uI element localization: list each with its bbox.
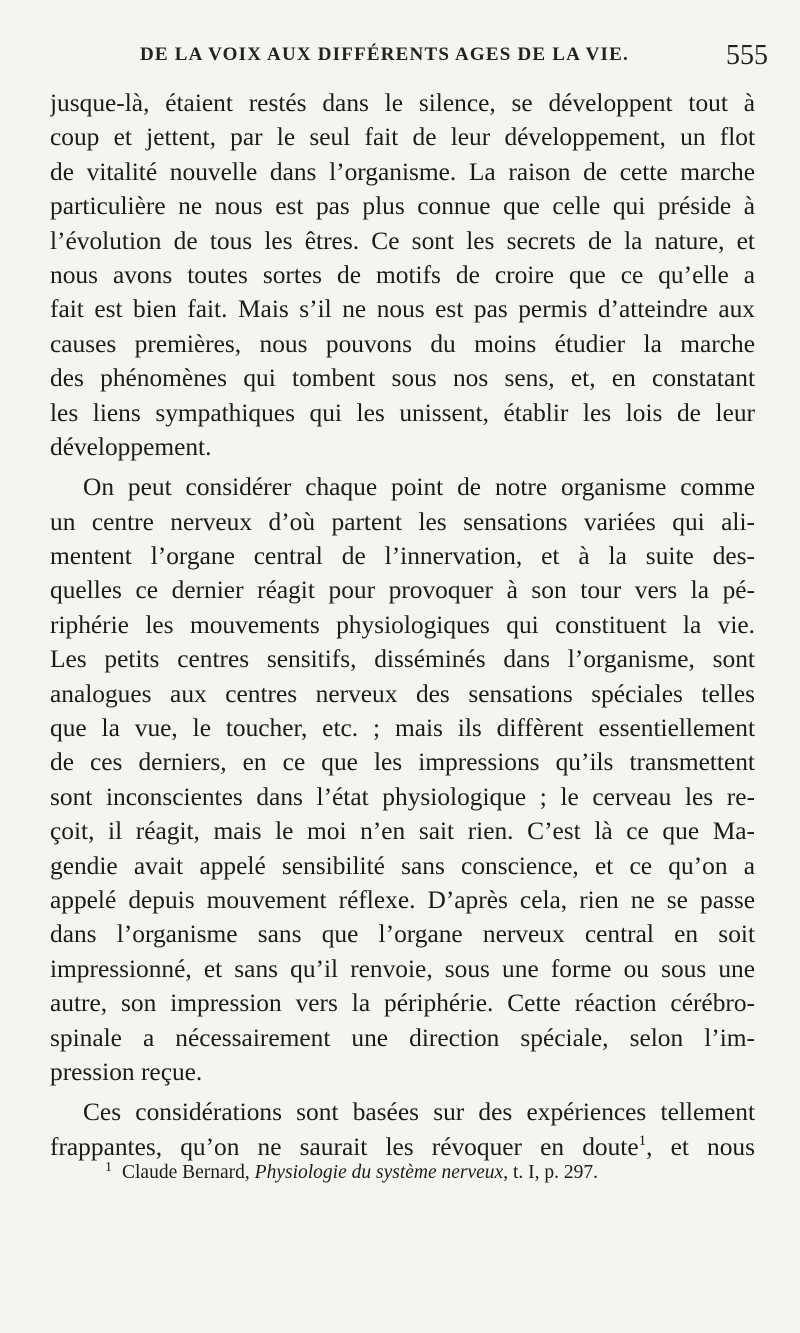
text-line: appelé depuis mouvement réflexe. D’après cela, rien ne se passe bbox=[50, 885, 755, 914]
text-line: autre, son impression vers la périphérie. Cette réaction cérébro- bbox=[50, 989, 755, 1018]
text-line: de vitalité nouvelle dans l’organisme. La raison de cette marche bbox=[50, 157, 755, 186]
text-line: dans l’organisme sans que l’organe nerveux central en soit bbox=[50, 920, 755, 949]
footnote-author: Claude Bernard, bbox=[122, 1162, 255, 1183]
running-title: DE LA VOIX AUX DIFFÉRENTS AGES DE LA VIE. bbox=[140, 44, 629, 65]
text-line: l’évolution de tous les êtres. Ce sont les secrets de la nature, et bbox=[50, 226, 755, 255]
text-line: les liens sympathiques qui les unissent, établir les lois de leur bbox=[50, 398, 755, 427]
footnote bbox=[105, 1155, 745, 1186]
text-line: causes premières, nous pouvons du moins étudier la marche bbox=[50, 329, 755, 358]
text-line: On peut considérer chaque point de notre organisme comme bbox=[83, 473, 755, 502]
text-line: un centre nerveux d’où partent les sensations variées qui ali- bbox=[50, 507, 755, 536]
footnote-details: , t. I, p. 297. bbox=[503, 1162, 599, 1183]
body-text bbox=[50, 86, 755, 1164]
text-line: Les petits centres sensitifs, disséminés dans l’organisme, sont bbox=[50, 645, 755, 674]
text-line: pression reçue. bbox=[50, 1057, 203, 1086]
text-line: que la vue, le toucher, etc. ; mais ils diffèrent essentiellement bbox=[50, 714, 755, 743]
paragraph-1 bbox=[50, 86, 755, 464]
footnote-number: 1 bbox=[105, 1160, 112, 1175]
text-line: impressionné, et sans qu’il renvoie, sous une forme ou sous une bbox=[50, 954, 755, 983]
text-line: nous avons toutes sortes de motifs de croire que ce qu’elle a bbox=[50, 260, 755, 289]
footnote-work-title: Physiologie du système nerveux bbox=[254, 1162, 504, 1183]
text-line: jusque-là, étaient restés dans le silence, se développent tout à bbox=[50, 89, 755, 117]
text-line: fait est bien fait. Mais s’il ne nous est pas permis d’atteindre aux bbox=[50, 295, 755, 324]
text-line: analogues aux centres nerveux des sensations spéciales telles bbox=[50, 679, 755, 708]
text-line: de ces derniers, en ce que les impressions qu’ils transmettent bbox=[50, 748, 755, 777]
running-head bbox=[60, 40, 780, 74]
text-line: quelles ce dernier réagit pour provoquer à son tour vers la pé- bbox=[50, 576, 755, 605]
text-line: Ces considérations sont basées sur des expériences tellement bbox=[83, 1098, 755, 1127]
text-line: des phénomènes qui tombent sous nos sens, et, en constatant bbox=[50, 364, 755, 393]
text-line: développement. bbox=[50, 432, 212, 461]
text-line: particulière ne nous est pas plus connue que celle qui préside à bbox=[50, 192, 755, 221]
text-line: riphérie les mouvements physiologiques qui constituent la vie. bbox=[50, 610, 755, 639]
paragraph-2 bbox=[50, 470, 755, 1089]
text-line: çoit, il réagit, mais le moi n’en sait rien. C’est là ce que Ma- bbox=[50, 817, 755, 846]
text-line: sont inconscientes dans l’état physiologique ; le cerveau les re- bbox=[50, 782, 755, 811]
text-segment: , et nous bbox=[646, 1132, 755, 1161]
text-line: mentent l’organe central de l’innervation, et à la suite des- bbox=[50, 542, 755, 571]
page-number: 555 bbox=[726, 40, 768, 71]
text-line: spinale a nécessairement une direction spéciale, selon l’im- bbox=[50, 1023, 755, 1052]
text-segment: frappantes, qu’on ne saurait les révoquer en doute bbox=[50, 1132, 639, 1161]
footnote-reference[interactable]: 1 bbox=[638, 1132, 647, 1149]
text-line: gendie avait appelé sensibilité sans conscience, et ce qu’on a bbox=[50, 851, 755, 880]
text-line: coup et jettent, par le seul fait de leur développement, un flot bbox=[50, 123, 755, 152]
paragraph-3 bbox=[50, 1095, 755, 1164]
